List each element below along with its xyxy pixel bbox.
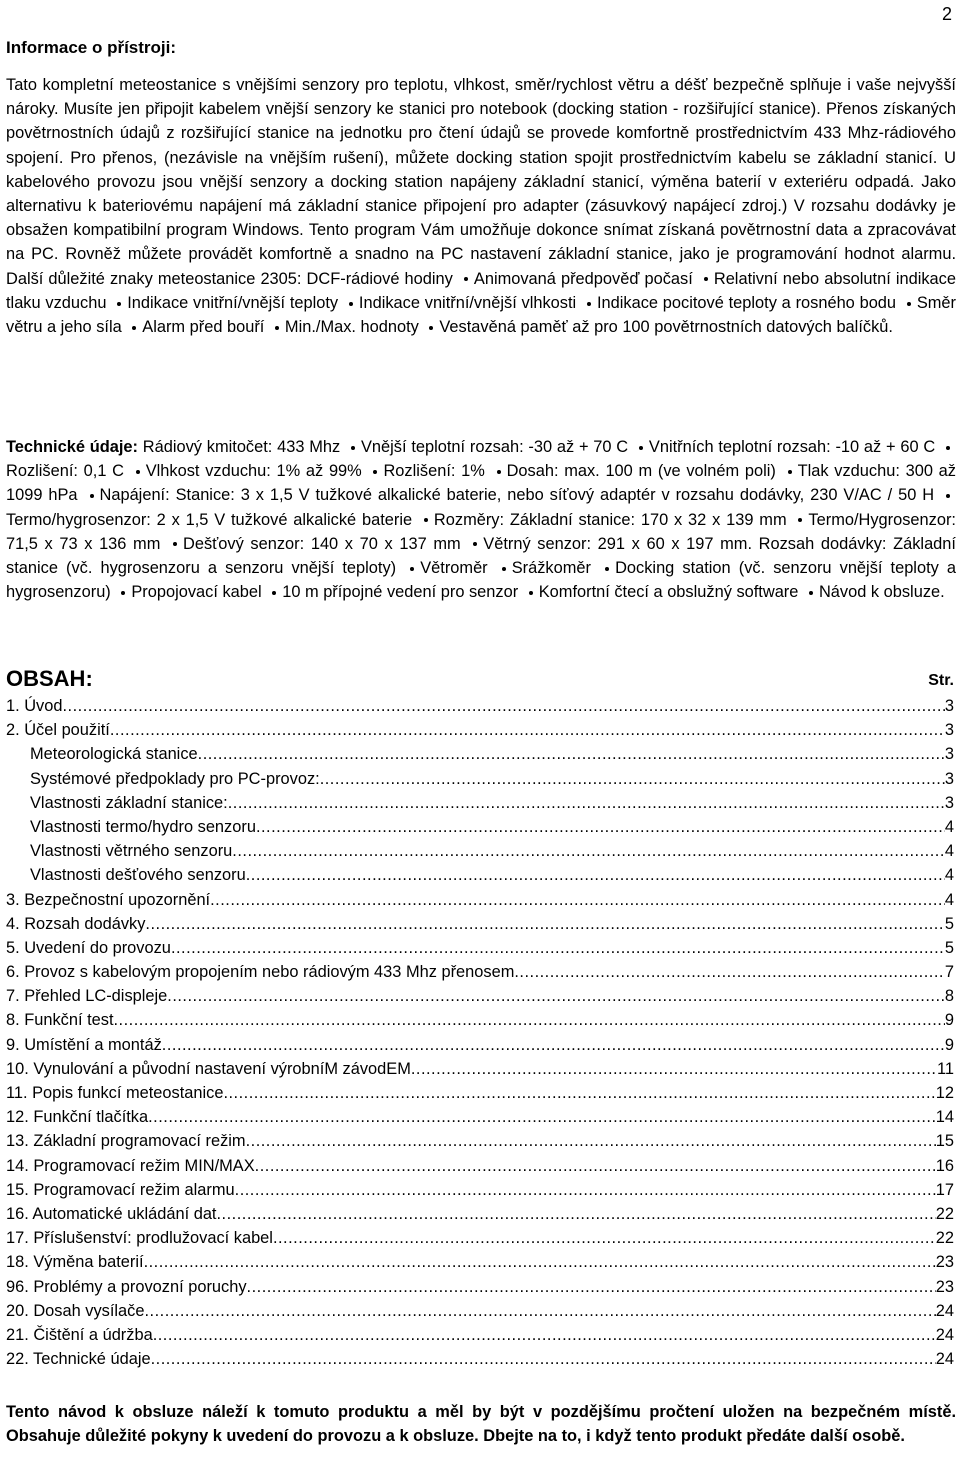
- toc-entry: [6, 984, 954, 1008]
- feature-item: Indikace vnitřní/vnější vlhkosti: [358, 293, 577, 312]
- toc-entry: [6, 912, 954, 936]
- toc-entry-label: Vlastnosti základní stanice:: [30, 793, 228, 812]
- bullet-dot: [788, 470, 792, 474]
- toc-entry-label: 8. Funkční test: [6, 1011, 114, 1030]
- toc-leader-dots: [210, 888, 945, 912]
- toc-header: [6, 666, 956, 696]
- toc-entry-label: Vlastnosti dešťového senzoru: [30, 866, 246, 885]
- tech-item: Rozměry: Základní stanice: 170 x 32 x 139 mm: [433, 510, 787, 529]
- toc-leader-dots: [232, 839, 945, 863]
- toc-entry-page: 15: [935, 1132, 954, 1151]
- toc-entry-page: 12: [935, 1084, 954, 1102]
- intro-paragraph: [6, 73, 956, 339]
- toc-entry: [6, 1129, 954, 1153]
- toc-entry-page: 24: [935, 1325, 954, 1344]
- tech-item: Větrný senzor: 291 x 60 x 197 mm. Rozsah dodávky: Základní stanice (vč. hygrosenzoru a senzoru vnější teploty): [6, 534, 956, 578]
- tech-items: [6, 438, 956, 601]
- toc-entry: [6, 694, 954, 718]
- toc-leader-dots: [145, 912, 944, 936]
- toc-entry-page: 14: [935, 1108, 954, 1127]
- toc-leader-dots: [256, 815, 945, 839]
- intro-text: Tato kompletní meteostanice s vnějšími senzory pro teplotu, vlhkost, směr/rychlost větru a déšť bezpečně splňuje i vaše nejvyšší nároky. Musíte jen připojit kabelem vnější senzory ke stanici pro notebook (docking station - rozšiřující stanice). Přenos získaných povětrnostních údajů z rozšiřující stanice na jednotku pro čtení údajů se provede komfortně prostřednictvím 433 Mhz-rádiového spojení. Pro přenos, (nezávisle na vnějším rušení), můžete docking station spojit prostřednictvím kabelu se základní stanicí. U kabelového provozu jsou vnější senzory a docking station napájeny základní stanicí, výměna baterií v exteriéru odpadá. Jako alternativu k bateriovému napájení má základní stanice připojení pro adapter (zásuvkový napájecí zdroj.) V rozsahu dodávky je obsažen kompatibilní program Windows. Tento program Vám umožňuje dokonce snímat získaná povětrnostní data a zpracovávat na PC. Rovněž můžete provádět komfortně a snadno na PC nastavení základní stanice, jako je programování hodnot alarmu. Další důležité znaky meteostanice 2305:: [6, 76, 956, 288]
- toc-entry: [6, 936, 954, 960]
- toc-entry: [6, 791, 954, 815]
- bullet-dot: [373, 470, 377, 474]
- bullet-dot: [798, 518, 802, 522]
- toc-leader-dots: [110, 718, 945, 742]
- tech-item: Vnější teplotní rozsah: -30 až + 70 C: [361, 438, 629, 456]
- toc-entry: [6, 742, 954, 766]
- toc-entry-label: 20. Dosah vysílače: [6, 1301, 145, 1320]
- toc-entry-label: 18. Výměna baterií: [6, 1253, 144, 1272]
- page-number: 2: [941, 4, 952, 24]
- bullet-dot: [605, 567, 609, 571]
- bullet-dot: [117, 302, 121, 306]
- toc-entry-page: 9: [944, 1035, 954, 1054]
- feature-item: DCF-rádiové hodiny: [306, 269, 453, 288]
- toc-entry-page: 23: [935, 1277, 954, 1296]
- bullet-dot: [275, 326, 279, 330]
- toc-entry-page: 3: [944, 745, 954, 764]
- toc-entry-label: 2. Účel použití: [6, 721, 110, 740]
- toc-entry-page: 3: [944, 793, 954, 812]
- bullet-dot: [529, 591, 533, 595]
- tech-item: Srážkoměr: [511, 559, 591, 578]
- bullet-dot: [587, 302, 591, 306]
- toc-entry-label: 10. Vynulování a původní nastavení výrobníM závodEM: [6, 1059, 411, 1078]
- toc-entry-page: 24: [935, 1350, 954, 1369]
- tech-item: Tlak vzduchu: 300 až 1099 hPa: [6, 462, 956, 505]
- toc-entry: [6, 1178, 954, 1202]
- tech-item: Rozlišení: 1%: [383, 462, 485, 481]
- bullet-dot: [121, 591, 125, 595]
- feature-item: Relativní nebo absolutní indikace tlaku vzduchu: [6, 269, 956, 312]
- toc-entry-label: Vlastnosti termo/hydro senzoru: [30, 817, 256, 836]
- toc-entry-label: 9. Umístění a montáž: [6, 1035, 162, 1054]
- toc-entry-label: Meteorologická stanice: [30, 745, 198, 764]
- bullet-dot: [429, 326, 433, 330]
- toc-entry-page: 4: [944, 890, 954, 909]
- toc-leader-dots: [162, 1033, 945, 1057]
- toc-leader-dots: [114, 1008, 945, 1032]
- toc-entry: [6, 1299, 954, 1323]
- tech-item: Větroměr: [420, 559, 488, 578]
- bullet-dot: [809, 591, 813, 595]
- toc-entry-label: 21. Čištění a údržba: [6, 1325, 153, 1344]
- tech-item: Rádiový kmitočet: 433 Mhz: [142, 438, 341, 456]
- toc-leader-dots: [63, 694, 945, 718]
- bullet-dot: [502, 567, 506, 571]
- toc-entry-label: 17. Příslušenství: prodlužovací kabel: [6, 1229, 273, 1248]
- bullet-dot: [907, 302, 911, 306]
- bullet-dot: [946, 494, 950, 498]
- section-heading: Informace o přístroji:: [6, 38, 177, 57]
- toc-page-column-header: Str.: [928, 672, 954, 689]
- tech-item: Komfortní čtecí a obslužný software: [538, 583, 799, 602]
- bullet-dot: [349, 302, 353, 306]
- toc-entry-label: 1. Úvod: [6, 697, 63, 715]
- toc-entry-label: 3. Bezpečnostní upozornění: [6, 890, 211, 909]
- bullet-dot: [173, 542, 177, 546]
- toc-title: OBSAH:: [6, 666, 93, 691]
- toc-entry-label: 16. Automatické ukládání dat: [6, 1204, 217, 1223]
- toc-leader-dots: [514, 960, 945, 984]
- feature-item: Alarm před bouří: [142, 318, 265, 337]
- bullet-dot: [351, 446, 355, 450]
- feature-item: Vestavěná paměť až pro 100 povětrnostních datových balíčků.: [439, 318, 893, 337]
- toc-entry-label: Vlastnosti větrného senzoru: [30, 842, 233, 861]
- toc-entry-label: 5. Uvedení do provozu: [6, 938, 171, 957]
- toc-leader-dots: [171, 936, 945, 960]
- feature-item: Indikace pocitové teploty a rosného bodu: [596, 293, 897, 312]
- toc-leader-dots: [144, 1250, 936, 1274]
- toc-leader-dots: [167, 984, 945, 1008]
- toc-entry-label: 13. Základní programovací režim: [6, 1132, 246, 1151]
- bullet-dot: [464, 277, 468, 281]
- toc-entry-page: 17: [935, 1180, 954, 1199]
- toc-leader-dots: [246, 863, 945, 887]
- tech-item: Vlhkost vzduchu: 1% až 99%: [145, 462, 362, 481]
- feature-item: Min./Max. hodnoty: [284, 318, 419, 337]
- toc-leader-dots: [228, 791, 945, 815]
- toc-entry-page: 22: [935, 1229, 954, 1248]
- toc-entry: [6, 839, 954, 863]
- tech-item: Propojovací kabel: [131, 583, 262, 602]
- technical-specs: [6, 435, 956, 604]
- tech-item: Vnitřních teplotní rozsah: -10 až + 60 C: [648, 438, 936, 456]
- toc-entry: [6, 1226, 954, 1250]
- feature-item: Animovaná předpověď počasí: [473, 269, 693, 288]
- toc-entry-page: 3: [944, 769, 954, 788]
- bullet-dot: [497, 470, 501, 474]
- bullet-dot: [473, 542, 477, 546]
- toc-leader-dots: [235, 1178, 936, 1202]
- toc-entry: [6, 1081, 954, 1105]
- toc-entry: [6, 815, 954, 839]
- toc-entry: [6, 1347, 954, 1371]
- toc-entry-label: 7. Přehled LC-displeje: [6, 987, 168, 1006]
- tech-item: Dosah: max. 100 m (ve volném poli): [506, 462, 776, 481]
- toc-entry-label: 96. Problémy a provozní poruchy: [6, 1277, 247, 1296]
- toc-entry: [6, 888, 954, 912]
- toc-entry-page: 8: [944, 987, 954, 1006]
- toc-entry-label: 14. Programovací režim MIN/MAX: [6, 1156, 255, 1175]
- toc-leader-dots: [320, 767, 945, 791]
- bullet-dot: [132, 326, 136, 330]
- toc-entry: [6, 1275, 954, 1299]
- bullet-dot: [639, 446, 643, 450]
- tech-item: Termo/Hygrosenzor: 71,5 x 73 x 136 mm: [6, 510, 956, 553]
- bullet-dot: [424, 518, 428, 522]
- toc-entry-page: 24: [935, 1301, 954, 1320]
- toc-entry: [6, 767, 954, 791]
- toc-entry: [6, 960, 954, 984]
- toc-entry-page: 5: [944, 938, 954, 957]
- toc-leader-dots: [148, 1105, 936, 1129]
- toc-entry-page: 4: [944, 842, 954, 861]
- toc-entry: [6, 1008, 954, 1032]
- toc-entry-page: 16: [935, 1156, 954, 1175]
- closing-note: Tento návod k obsluze náleží k tomuto produktu a měl by být v pozdějšímu pročtení uložen na bezpečném místě. Obsahuje důležité pokyny k uvedení do provozu a k obsluze. Dbejte na to, i když tento produkt předáte další osobě.: [6, 1403, 956, 1446]
- toc-entry: [6, 1057, 954, 1081]
- tech-item: Termo/hygrosenzor: 2 x 1,5 V tužkové alkalické baterie: [6, 510, 413, 529]
- toc-entry-page: 3: [944, 697, 954, 715]
- toc-leader-dots: [273, 1226, 936, 1250]
- tech-item: Napájení: Stanice: 3 x 1,5 V tužkové alkalické baterie, nebo síťový adaptér v rozsahu dodávky, 230 V/AC / 50 H: [99, 486, 935, 505]
- toc-entry: [6, 1033, 954, 1057]
- toc-entry-label: 12. Funkční tlačítka: [6, 1108, 149, 1127]
- toc-entry-page: 3: [944, 721, 954, 740]
- toc-leader-dots: [151, 1347, 936, 1371]
- tech-label: Technické údaje:: [6, 438, 138, 456]
- toc-entry-label: 22. Technické údaje: [6, 1350, 151, 1369]
- toc-leader-dots: [246, 1129, 936, 1153]
- toc-entry: [6, 1154, 954, 1178]
- toc-entry-page: 11: [936, 1059, 954, 1078]
- toc-leader-dots: [144, 1299, 935, 1323]
- bullet-dot: [136, 470, 140, 474]
- toc-entry: [6, 1250, 954, 1274]
- toc-entry: [6, 863, 954, 887]
- toc-entry: [6, 718, 954, 742]
- toc-entry-label: 15. Programovací režim alarmu: [6, 1180, 235, 1199]
- toc-leader-dots: [411, 1057, 937, 1081]
- toc-entry: [6, 1105, 954, 1129]
- toc-leader-dots: [217, 1202, 936, 1226]
- toc-entry-label: 11. Popis funkcí meteostanice: [6, 1084, 224, 1102]
- toc-entry: [6, 1323, 954, 1347]
- bullet-dot: [410, 567, 414, 571]
- tech-item: Návod k obsluze.: [818, 583, 945, 602]
- feature-item: Indikace vnitřní/vnější teploty: [127, 293, 339, 312]
- table-of-contents: [6, 694, 954, 1371]
- toc-entry-page: 4: [944, 817, 954, 836]
- bullet-dot: [90, 494, 94, 498]
- toc-entry-page: 4: [944, 866, 954, 885]
- toc-leader-dots: [198, 742, 945, 766]
- tech-item: 10 m přípojné vedení pro senzor: [282, 583, 519, 602]
- tech-item: Rozlišení: 0,1 C: [6, 462, 125, 481]
- toc-entry: [6, 1202, 954, 1226]
- toc-entry-page: 22: [935, 1204, 954, 1223]
- toc-entry-page: 7: [944, 963, 954, 982]
- tech-item: Docking station (vč. senzoru vnější teploty a hygrosenzoru): [6, 559, 957, 602]
- bullet-dot: [272, 591, 276, 595]
- toc-entry-page: 5: [944, 914, 954, 933]
- toc-leader-dots: [255, 1154, 936, 1178]
- toc-leader-dots: [247, 1275, 936, 1299]
- toc-entry-label: 6. Provoz s kabelovým propojením nebo rádiovým 433 Mhz přenosem: [6, 963, 515, 982]
- bullet-dot: [946, 446, 950, 450]
- toc-entry-label: 4. Rozsah dodávky: [6, 914, 146, 933]
- toc-entry-page: 9: [944, 1011, 954, 1030]
- toc-leader-dots: [223, 1081, 935, 1105]
- toc-entry-page: 23: [935, 1253, 954, 1272]
- tech-item: Dešťový senzor: 140 x 70 x 137 mm: [183, 534, 461, 553]
- toc-leader-dots: [153, 1323, 936, 1347]
- toc-entry-label: Systémové předpoklady pro PC-provoz:: [30, 769, 320, 788]
- feature-item: Směr větru a jeho síla: [6, 293, 956, 337]
- bullet-dot: [704, 277, 708, 281]
